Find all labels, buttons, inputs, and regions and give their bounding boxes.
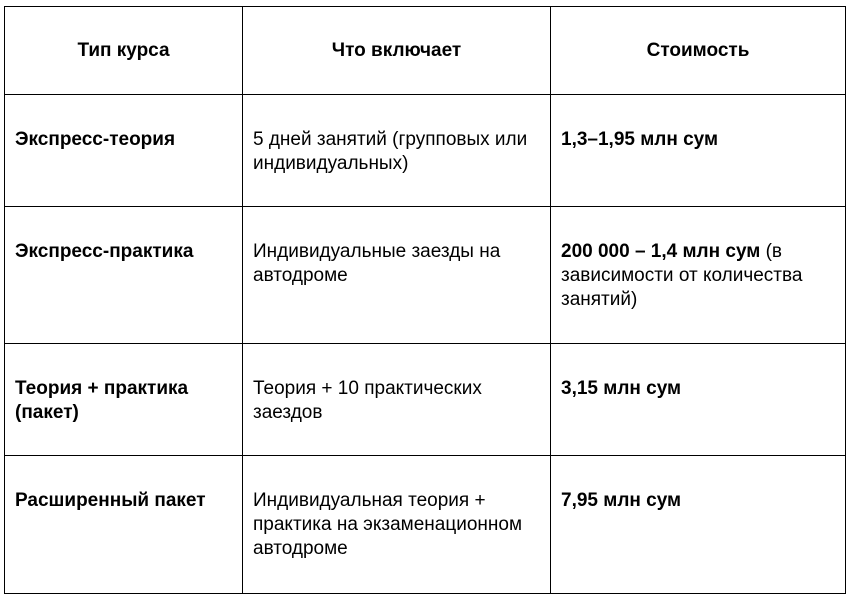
- table-header-row: [5, 7, 846, 95]
- course-type-cell: Экспресс-теория: [5, 95, 243, 207]
- price-note: (в зависимости от количества занятий): [561, 241, 803, 310]
- table-row: [5, 456, 846, 594]
- course-type-cell: Расширенный пакет: [5, 456, 243, 594]
- price-value: 200 000 – 1,4 млн сум: [561, 241, 761, 262]
- price-cell: [551, 95, 846, 207]
- price-cell: [551, 456, 846, 594]
- includes-cell: Теория + 10 практических заездов: [243, 344, 551, 456]
- price-cell: [551, 207, 846, 344]
- price-value: 3,15 млн сум: [561, 378, 682, 399]
- course-type-cell: Экспресс-практика: [5, 207, 243, 344]
- table-row: [5, 344, 846, 456]
- header-includes: Что включает: [243, 7, 551, 95]
- course-pricing-table: [4, 6, 846, 594]
- course-type-cell: Теория + практика (пакет): [5, 344, 243, 456]
- header-price: Стоимость: [551, 7, 846, 95]
- price-value: 7,95 млн сум: [561, 490, 682, 511]
- table-row: [5, 207, 846, 344]
- includes-cell: 5 дней занятий (групповых или индивидуальных): [243, 95, 551, 207]
- table-row: [5, 95, 846, 207]
- includes-cell: Индивидуальная теория + практика на экзаменационном автодроме: [243, 456, 551, 594]
- course-pricing-table-container: [4, 6, 845, 594]
- header-course-type: Тип курса: [5, 7, 243, 95]
- includes-cell: Индивидуальные заезды на автодроме: [243, 207, 551, 344]
- price-cell: [551, 344, 846, 456]
- price-value: 1,3–1,95 млн сум: [561, 129, 719, 150]
